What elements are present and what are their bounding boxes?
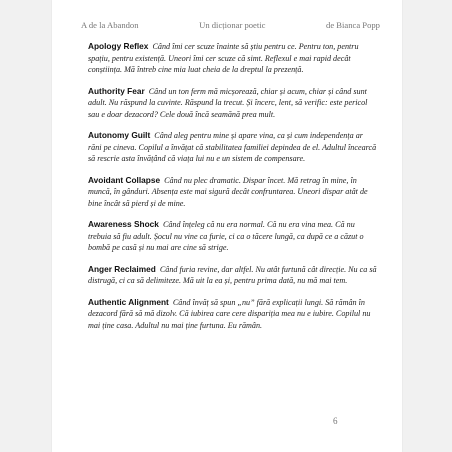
entry-term: Anger Reclaimed: [88, 263, 156, 274]
dictionary-entry: [88, 86, 378, 121]
dictionary-entry: [88, 41, 378, 76]
dictionary-entries: [88, 41, 378, 341]
entry-term: Awareness Shock: [88, 219, 159, 230]
header-book-title: Un dicționar poetic: [199, 20, 266, 30]
entry-term: Authority Fear: [88, 85, 145, 96]
dictionary-entry: [88, 219, 378, 254]
dictionary-entry: [88, 175, 378, 210]
dictionary-entry: [88, 130, 378, 165]
running-header: [81, 20, 380, 30]
entry-term: Avoidant Collapse: [88, 174, 161, 185]
entry-definition: Când înțeleg că nu era normal. Că nu era vina mea. Că nu trebuia să fiu adult. Șocul nu vine ca furie, ci ca o tăcere lungă, ca după ce a căzut o bombă pe casă și nu mai are cine să strige.: [88, 220, 364, 253]
header-chapter: A de la Abandon: [81, 20, 139, 30]
dictionary-entry: [88, 264, 378, 287]
entry-definition: Când îmi cer scuze înainte să știu pentru ce. Pentru ton, pentru spațiu, pentru existență. Uneori îmi cer scuze că simt. Reflexul e mai rapid decât conștiința. Mă întreb cine mia luat cheia de la dreptul la prezență.: [88, 42, 359, 75]
entry-term: Autonomy Guilt: [88, 130, 151, 141]
page-number: 6: [333, 416, 338, 426]
book-page: [52, 0, 402, 452]
entry-term: Apology Reflex: [88, 41, 149, 51]
header-author: de Bianca Popp: [326, 20, 380, 30]
entry-term: Authentic Alignment: [88, 296, 169, 307]
entry-definition: Când învăț să spun „nu” fără explicații lungi. Să rămân în dezacord fără să mă dizolv. Că iubirea care cere dispariția mea nu e iubire. Copilul nu mai ține casa. Adultul nu mai ține furtuna. Eu rămân.: [88, 297, 371, 330]
dictionary-entry: [88, 297, 378, 332]
entry-definition: Când aleg pentru mine și apare vina, ca și cum independența ar răni pe cineva. Copilul a învățat că stabilitatea familiei depindea de el. Adultul încearcă să rescrie asta învățând că viața lui nu e un sistem de compensare.: [88, 131, 377, 164]
entry-definition: Când furia revine, dar altfel. Nu atât furtună cât direcție. Nu ca să distrugă, ci ca să delimiteze. Mă uit la ea și, pentru prima dată, nu mă mai tem.: [88, 264, 377, 286]
entry-definition: Când nu plec dramatic. Dispar încet. Mă retrag în mine, în muncă, în gânduri. Absența este mai sigură decât confruntarea. Uneori dispar atât de bine încât să pierd și de mine.: [88, 175, 368, 208]
entry-definition: Când un ton ferm mă micșorează, chiar și acum, chiar și când sunt adult. Nu răspund la cuvinte. Răspund la trecut. Și încerc, lent, să verific: este pericol sau e doar dezacord? Cele două încă seamănă prea mult.: [88, 86, 368, 119]
